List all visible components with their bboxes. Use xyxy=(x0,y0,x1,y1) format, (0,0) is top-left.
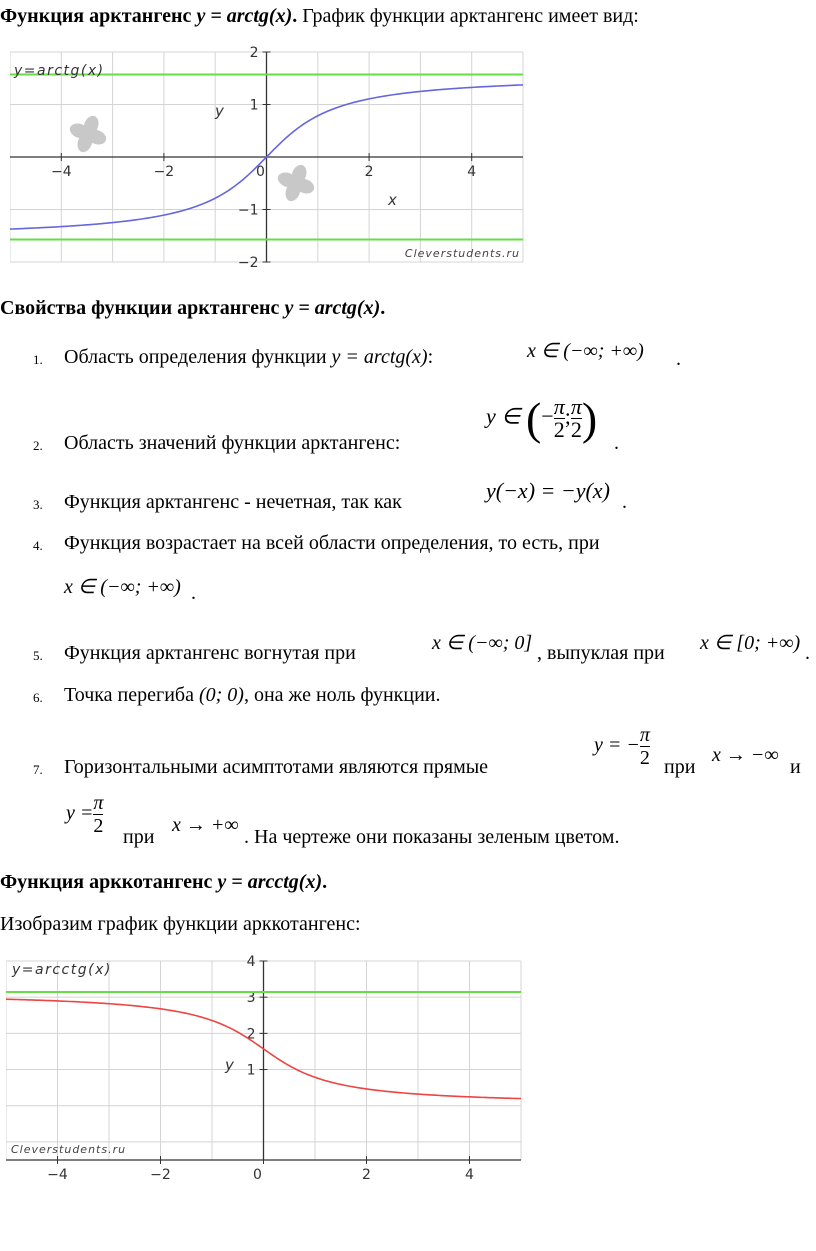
item-end: . xyxy=(805,642,810,664)
math-pi: π xyxy=(570,394,582,419)
chart-title: y=arcctg(x) xyxy=(12,962,112,978)
item-formula: (0; 0) xyxy=(198,684,244,706)
math-pi: π xyxy=(553,394,565,419)
y-tick-label: 2 xyxy=(246,1026,256,1043)
section2-title: Функция арккотангенс xyxy=(0,871,218,893)
y-tick-label: 3 xyxy=(246,990,256,1007)
math-concave xyxy=(432,630,532,655)
y-tick-label: −2 xyxy=(237,255,259,268)
properties-heading xyxy=(0,296,385,320)
section2-title-formula: y = arcctg(x) xyxy=(217,871,323,893)
math-pi: π xyxy=(93,792,104,814)
item-after: , она же ноль функции. xyxy=(243,684,441,706)
math-lim-neg-text: x → −∞ xyxy=(712,744,779,766)
section1-title: Функция арктангенс xyxy=(0,5,197,27)
math-asym-neg xyxy=(594,724,650,769)
x-tick-label: 4 xyxy=(465,1167,474,1183)
item-text: Область значений функции арктангенс: xyxy=(64,432,401,454)
item-number: 1. xyxy=(33,352,43,367)
item-number: 3. xyxy=(33,497,43,512)
math-range-prefix: y ∈ xyxy=(486,403,526,429)
x-tick-label: 0 xyxy=(256,164,265,180)
math-asym-neg-y: y = − xyxy=(594,734,640,757)
item-mid: , выпуклая при xyxy=(537,642,665,664)
math-increasing-text: x ∈ (−∞; +∞) xyxy=(64,576,181,598)
math-concave-text: x ∈ (−∞; 0] xyxy=(432,632,533,654)
math-odd-text: y(−x) = −y(x) xyxy=(486,478,610,503)
section1-title-dot: . xyxy=(292,5,298,27)
x-tick-label: 0 xyxy=(253,1167,262,1183)
math-two: 2 xyxy=(570,417,582,442)
math-domain xyxy=(527,338,644,363)
y-tick-label: 2 xyxy=(249,46,259,61)
watermark-text: Cleverstudents.ru xyxy=(404,247,520,260)
list-item-range xyxy=(64,432,400,455)
item-number: 2. xyxy=(33,438,43,453)
section1-intro: График функции арктангенс имеет вид: xyxy=(297,5,639,27)
math-domain-text: x ∈ (−∞; +∞) xyxy=(527,340,644,362)
item-text: Область определения функции xyxy=(64,346,332,368)
math-lim-pos-text: x → +∞ xyxy=(172,814,239,836)
y-tick-label: 4 xyxy=(246,954,256,970)
and-word: и xyxy=(790,756,801,778)
math-range-minus: − xyxy=(541,403,554,429)
arctg-chart xyxy=(10,46,525,268)
math-convex xyxy=(700,630,800,655)
math-two: 2 xyxy=(639,747,650,769)
math-sep: ; xyxy=(564,403,571,429)
x-axis-label: x xyxy=(388,191,397,209)
section2-title-dot: . xyxy=(322,871,328,893)
item-text: Функция арктангенс вогнутая при xyxy=(64,642,356,664)
section2-heading xyxy=(0,870,327,894)
list-item-increasing xyxy=(64,532,600,555)
item-number: 7. xyxy=(33,762,43,777)
properties-title-formula: y = arctg(x) xyxy=(284,297,381,319)
list-item-inflection xyxy=(64,684,441,707)
y-tick-label: 1 xyxy=(249,97,259,114)
list-item-domain xyxy=(64,346,433,369)
pri-word: при xyxy=(664,756,696,778)
list-item-odd xyxy=(64,491,402,514)
x-tick-label: −2 xyxy=(153,164,175,180)
item-number: 6. xyxy=(33,690,43,705)
y-tick-label: −1 xyxy=(237,202,259,219)
list-item-concavity xyxy=(64,642,356,665)
arcctg-chart xyxy=(6,950,526,1195)
section2-intro: Изобразим график функции арккотангенс: xyxy=(0,913,361,935)
pinwheel-logo-icon xyxy=(68,114,108,154)
math-range: y ∈ (− $\frac{\pi}{2}$ ; $\frac{\pi}{2}$ ) xyxy=(486,393,598,444)
x-tick-label: 2 xyxy=(364,164,374,180)
item-text: Горизонтальными асимптотами являются прямые xyxy=(64,756,489,778)
math-increasing xyxy=(64,574,181,599)
math-lim-neg xyxy=(712,744,779,767)
watermark-text: Cleverstudents.ru xyxy=(11,1143,127,1156)
x-tick-label: 4 xyxy=(467,164,477,180)
math-asym-pos xyxy=(66,792,103,837)
list-item-asymptotes xyxy=(64,756,488,779)
x-tick-label: −4 xyxy=(50,164,72,180)
y-axis-label: y xyxy=(225,1056,234,1074)
pinwheel-logo-icon xyxy=(276,163,316,203)
y-axis-label: y xyxy=(215,102,224,120)
item-end: . xyxy=(191,582,196,604)
math-asym-pos-y: y = xyxy=(66,802,94,825)
math-two: 2 xyxy=(553,417,565,442)
item-formula: y = arctg(x) xyxy=(331,346,428,368)
math-lim-pos xyxy=(172,814,239,837)
chart-title: y=arctg(x) xyxy=(14,63,105,79)
item-end: . xyxy=(614,432,619,454)
y-tick-label: 1 xyxy=(246,1062,256,1079)
item-text: Функция арктангенс - нечетная, так как xyxy=(64,491,402,513)
math-two: 2 xyxy=(93,815,104,837)
math-pi: π xyxy=(639,724,650,746)
section1-title-formula: y = arctg(x) xyxy=(196,5,293,27)
item-text: Функция возрастает на всей области определения, то есть, при xyxy=(64,532,600,554)
item-after: : xyxy=(427,346,434,368)
item-text: Точка перегиба xyxy=(64,684,199,706)
item-number: 4. xyxy=(33,538,43,553)
properties-title-dot: . xyxy=(380,297,386,319)
item-end: . xyxy=(676,348,681,370)
properties-title: Свойства функции арктангенс xyxy=(0,297,285,319)
item-end: . xyxy=(622,491,627,513)
asymptote-note: . На чертеже они показаны зеленым цветом. xyxy=(244,826,620,848)
math-convex-text: x ∈ [0; +∞) xyxy=(700,632,801,654)
x-tick-label: −2 xyxy=(150,1167,171,1183)
x-tick-label: −4 xyxy=(47,1167,68,1183)
pri-word: при xyxy=(123,826,155,848)
x-tick-label: 2 xyxy=(362,1167,371,1183)
math-odd xyxy=(486,478,610,504)
item-number: 5. xyxy=(33,648,43,663)
section1-heading xyxy=(0,4,639,28)
